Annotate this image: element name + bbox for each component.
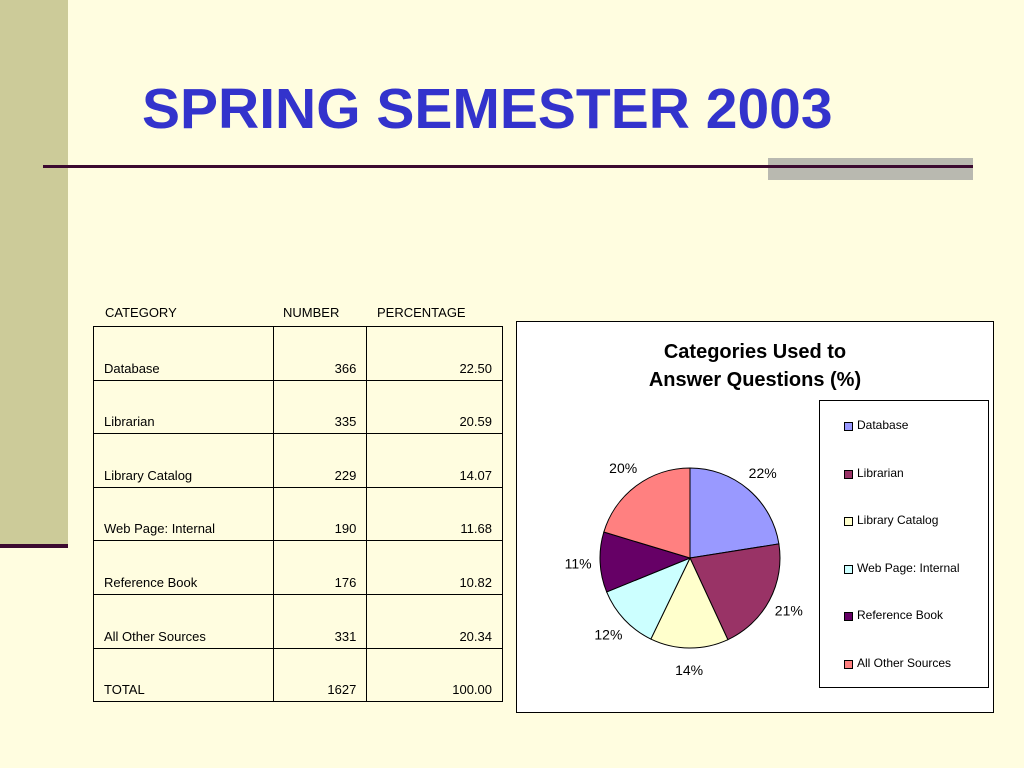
title-rule-accent <box>768 158 973 180</box>
chart-legend <box>819 400 989 688</box>
legend-label: Reference Book <box>857 608 944 623</box>
table-row <box>94 434 503 488</box>
cell-number: 1627 <box>273 648 367 702</box>
table-row <box>94 487 503 541</box>
cell-number: 335 <box>273 380 367 434</box>
table-row <box>94 594 503 648</box>
cell-category: Web Page: Internal <box>94 487 274 541</box>
cell-percentage: 100.00 <box>367 648 503 702</box>
chart-title-line: Answer Questions (%) <box>648 369 862 391</box>
slice-data-label: 21% <box>774 602 803 619</box>
slice-data-label: 14% <box>675 662 704 678</box>
legend-label: Library Catalog <box>857 513 939 528</box>
legend-swatch <box>844 612 853 621</box>
cell-percentage: 20.34 <box>367 594 503 648</box>
legend-swatch <box>844 470 853 479</box>
cell-percentage: 14.07 <box>367 434 503 488</box>
slice-data-label: 12% <box>594 626 623 643</box>
legend-label: Librarian <box>857 465 904 480</box>
cell-number: 331 <box>273 594 367 648</box>
slice-data-label: 20% <box>609 460 638 477</box>
legend-swatch <box>844 660 853 669</box>
cell-category: Library Catalog <box>94 434 274 488</box>
cell-number: 190 <box>273 487 367 541</box>
cell-category: Reference Book <box>94 541 274 595</box>
cell-number: 366 <box>273 327 367 381</box>
legend-label: Web Page: Internal <box>857 560 960 575</box>
table-row <box>94 541 503 595</box>
data-table <box>93 326 503 702</box>
table-row-total <box>94 648 503 702</box>
title-rule <box>43 165 973 168</box>
cell-percentage: 10.82 <box>367 541 503 595</box>
cell-percentage: 11.68 <box>367 487 503 541</box>
cell-category: All Other Sources <box>94 594 274 648</box>
pie-slice <box>690 468 779 558</box>
cell-category: Librarian <box>94 380 274 434</box>
cell-percentage: 22.50 <box>367 327 503 381</box>
legend-label: Database <box>857 418 909 432</box>
cell-number: 229 <box>273 434 367 488</box>
table-row <box>94 327 503 381</box>
legend-label: All Other Sources <box>857 656 952 670</box>
legend-swatch <box>844 422 853 431</box>
table-header <box>93 303 503 323</box>
slide-title: SPRING SEMESTER 2003 <box>142 77 833 141</box>
legend-swatch <box>844 517 853 526</box>
slice-data-label: 22% <box>748 464 777 481</box>
table-row <box>94 380 503 434</box>
cell-category: Database <box>94 327 274 381</box>
side-decor-bar <box>0 0 68 548</box>
header-category: CATEGORY <box>105 305 177 320</box>
header-percentage: PERCENTAGE <box>377 305 466 320</box>
side-decor-rule <box>0 544 68 548</box>
pie-chart <box>516 321 994 713</box>
cell-number: 176 <box>273 541 367 595</box>
chart-title-line: Categories Used to <box>663 341 847 363</box>
slice-data-label: 11% <box>564 555 592 572</box>
header-number: NUMBER <box>283 305 340 320</box>
legend-swatch <box>844 565 853 574</box>
cell-percentage: 20.59 <box>367 380 503 434</box>
cell-category: TOTAL <box>94 648 274 702</box>
